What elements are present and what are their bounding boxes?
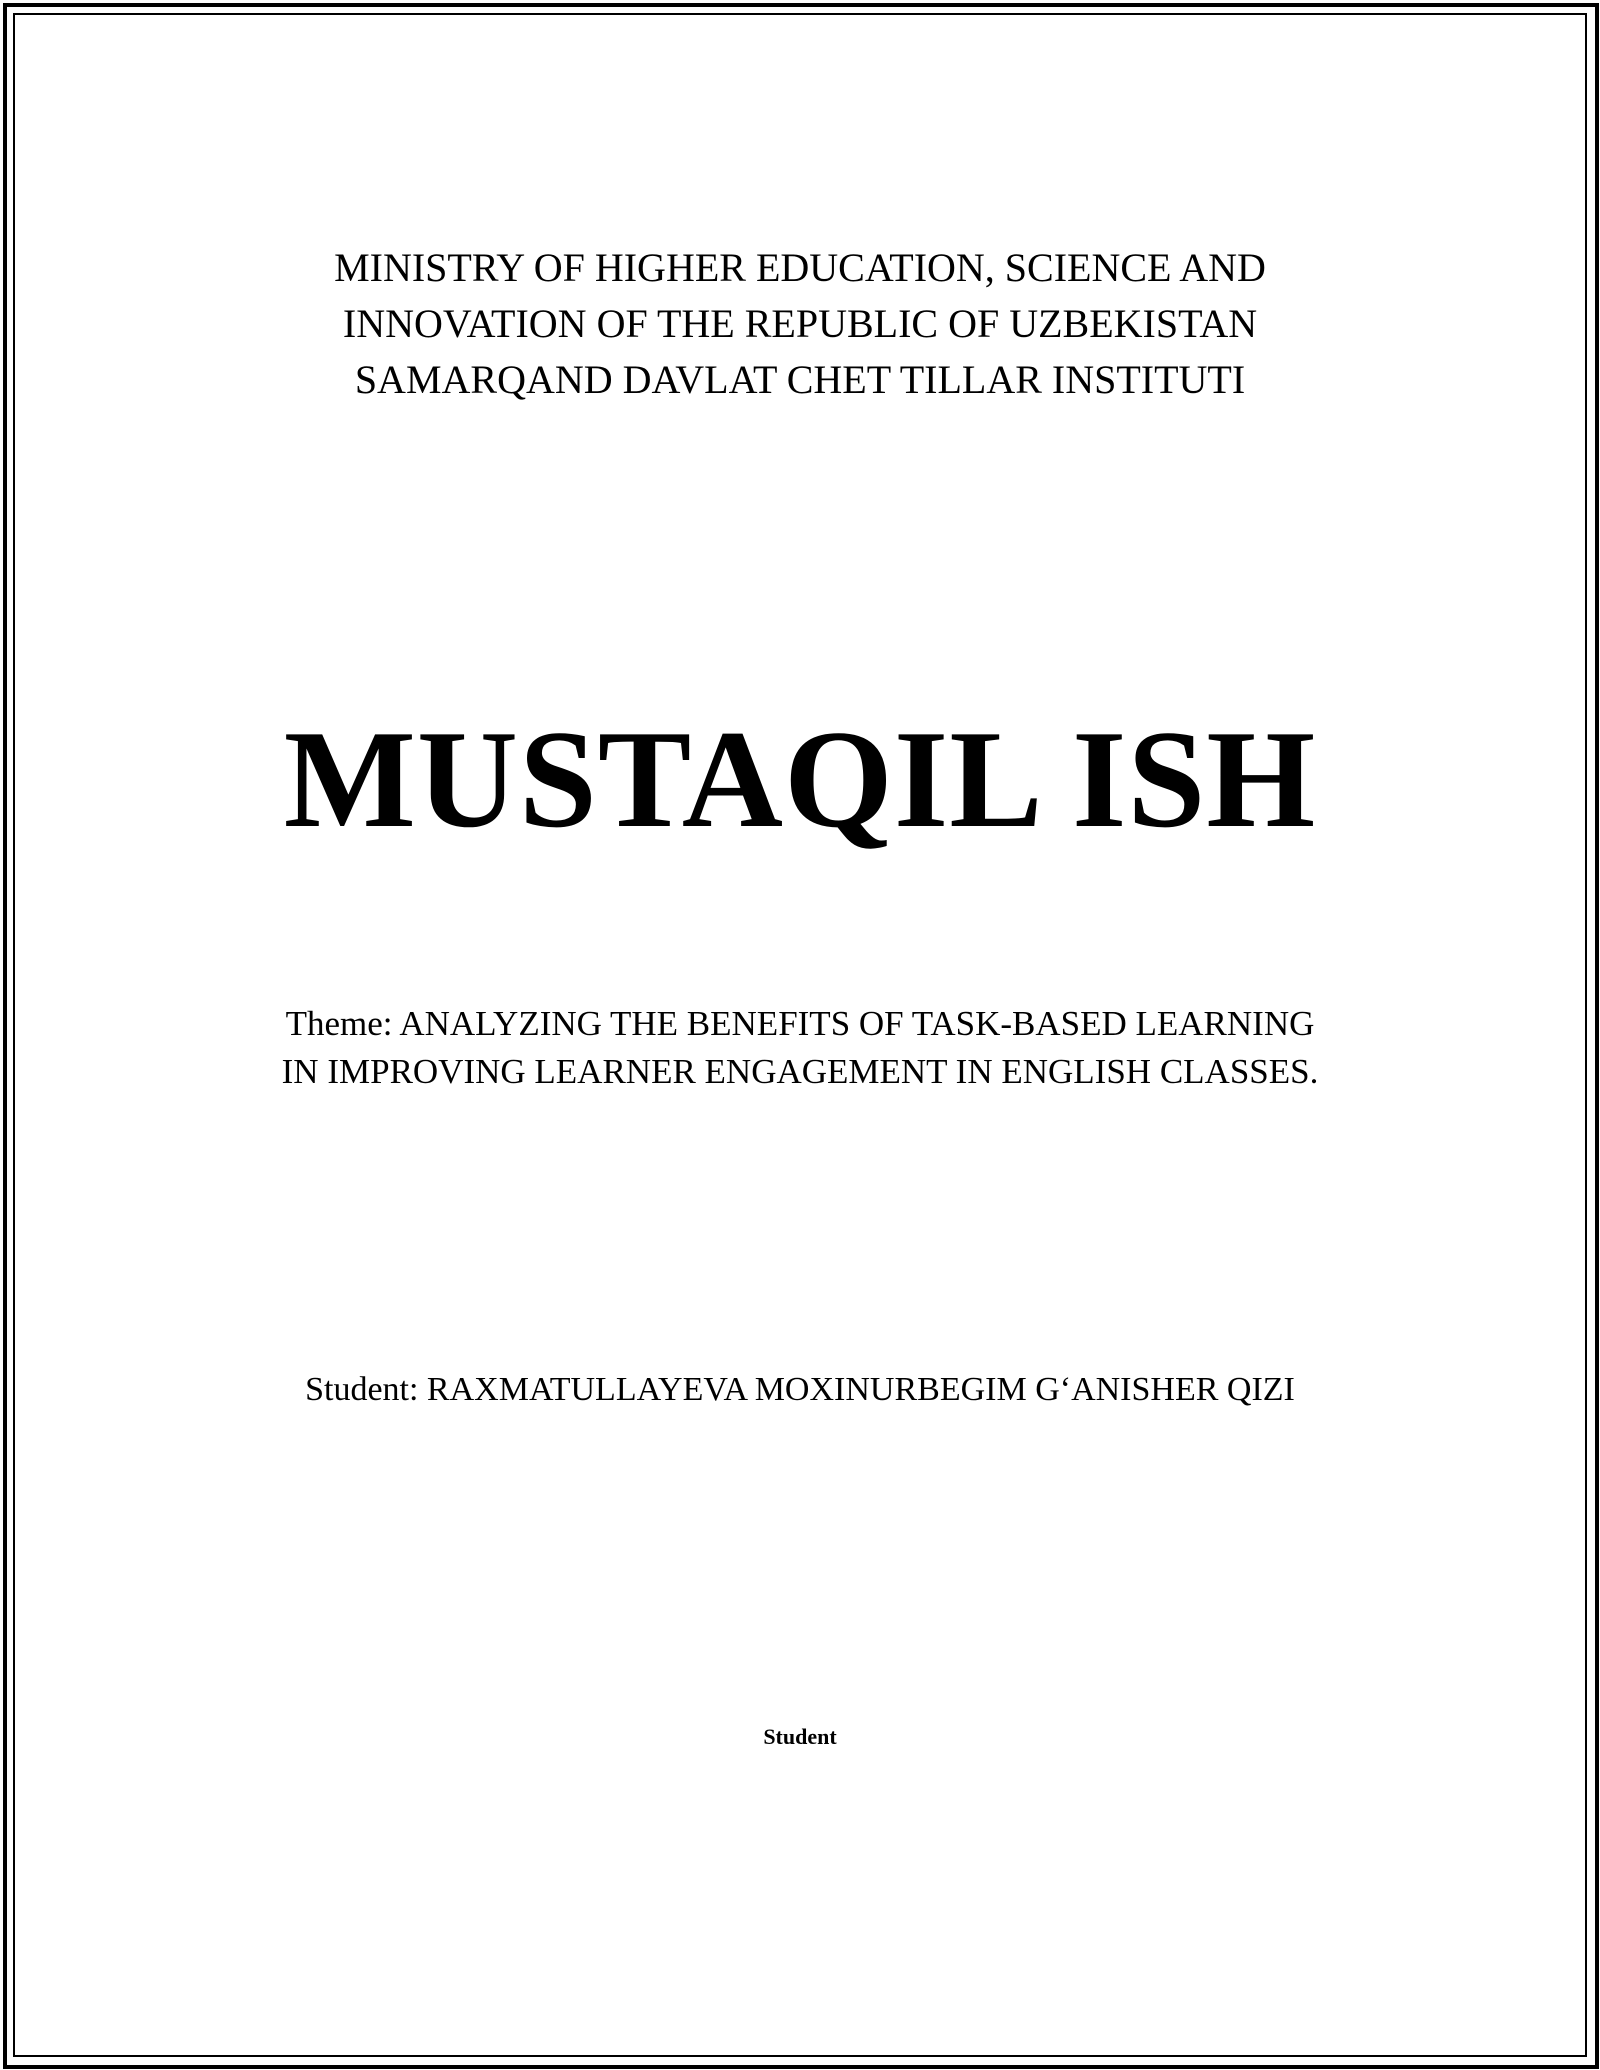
student-name: Student: RAXMATULLAYEVA MOXINURBEGIM G‘ANISHER QIZI [305,1371,1295,1408]
theme-block [0,1000,1600,1096]
student-footer-label: Student [763,1724,837,1749]
theme-line-2: IN IMPROVING LEARNER ENGAGEMENT IN ENGLISH CLASSES. [281,1052,1319,1091]
theme-line-1: Theme: ANALYZING THE BENEFITS OF TASK-BASED LEARNING [285,1004,1315,1043]
header-line-2: INNOVATION OF THE REPUBLIC OF UZBEKISTAN [342,301,1258,346]
institution-header [0,240,1600,408]
header-line-1: MINISTRY OF HIGHER EDUCATION, SCIENCE AND [334,245,1266,290]
document-title: MUSTAQIL ISH [283,702,1317,857]
header-line-3: SAMARQAND DAVLAT CHET TILLAR INSTITUTI [354,357,1246,402]
